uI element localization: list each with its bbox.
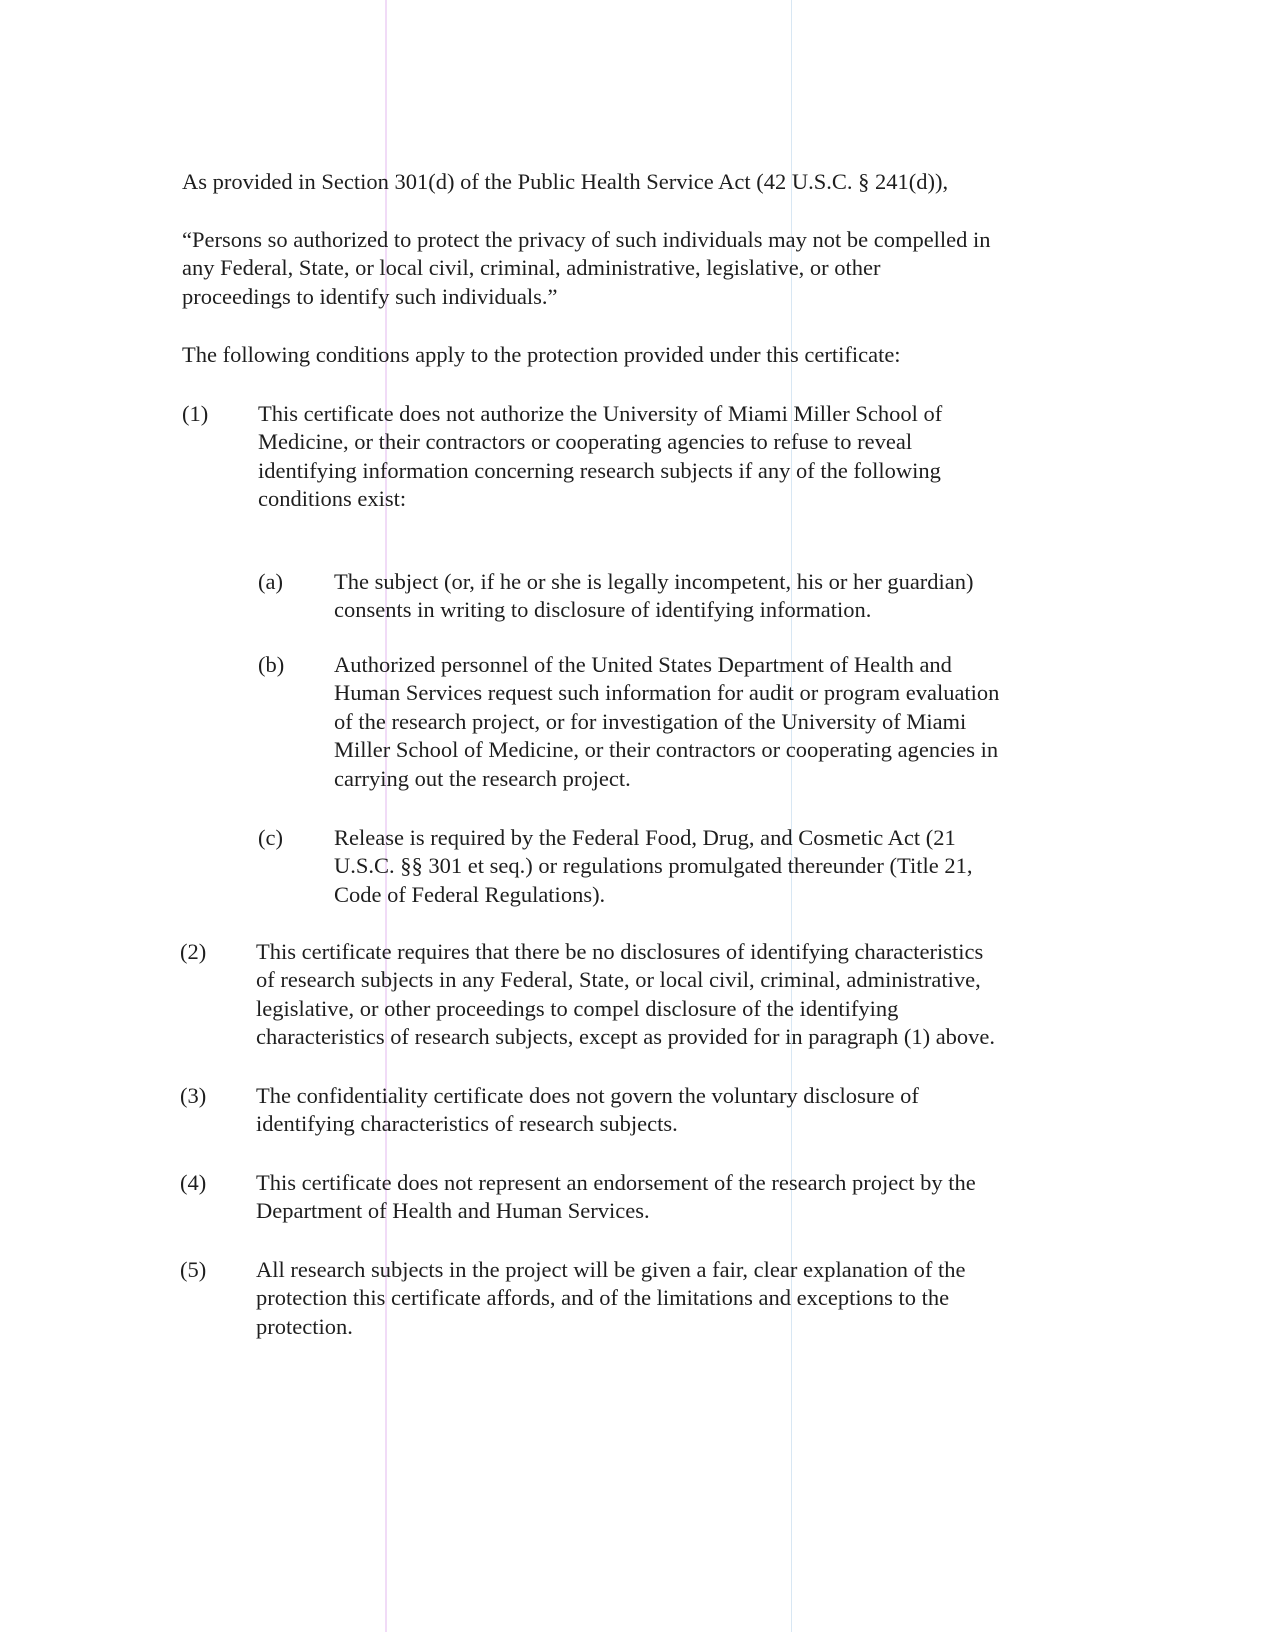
text-line: The following conditions apply to the protection provided under this certificate: bbox=[182, 342, 901, 367]
text-line: “Persons so authorized to protect the privacy of such individuals may not be compelled in bbox=[182, 227, 991, 252]
text-line: protection. bbox=[256, 1313, 353, 1339]
text-line: As provided in Section 301(d) of the Public Health Service Act (42 U.S.C. § 241(d)), bbox=[182, 169, 949, 194]
text-line: characteristics of research subjects, except as provided for in paragraph (1) above. bbox=[256, 1024, 996, 1050]
text-line: of research subjects in any Federal, State, or local civil, criminal, administrative, bbox=[256, 967, 981, 993]
item-number: (4) bbox=[180, 1170, 207, 1195]
text-line: The subject (or, if he or she is legally incompetent, his or her guardian) bbox=[334, 569, 974, 594]
item-number: (1) bbox=[182, 401, 209, 426]
text-line: This certificate does not represent an endorsement of the research project by the bbox=[256, 1170, 976, 1195]
text-line: Department of Health and Human Services. bbox=[256, 1198, 650, 1224]
text-line: The confidentiality certificate does not govern the voluntary disclosure of bbox=[256, 1083, 919, 1108]
condition-item-2 bbox=[256, 938, 995, 1052]
text-line: Release is required by the Federal Food, Drug, and Cosmetic Act (21 bbox=[334, 825, 956, 850]
condition-item-3 bbox=[256, 1082, 919, 1139]
item-number: (3) bbox=[180, 1083, 207, 1108]
item-number: (5) bbox=[180, 1257, 207, 1282]
text-line: All research subjects in the project will be given a fair, clear explanation of the bbox=[256, 1257, 966, 1282]
text-line: Human Services request such information for audit or program evaluation bbox=[334, 680, 1000, 706]
text-line: proceedings to identify such individuals.” bbox=[182, 283, 558, 309]
text-line: any Federal, State, or local civil, criminal, administrative, legislative, or other bbox=[182, 255, 881, 281]
text-line: identifying characteristics of research subjects. bbox=[256, 1111, 678, 1137]
text-line: Miller School of Medicine, or their contractors or cooperating agencies in bbox=[334, 737, 999, 763]
text-line: protection this certificate affords, and of the limitations and exceptions to the bbox=[256, 1285, 950, 1311]
text-line: carrying out the research project. bbox=[334, 765, 631, 791]
subitem-a bbox=[334, 568, 974, 625]
subitem-letter: (b) bbox=[258, 652, 285, 677]
intro-paragraph bbox=[182, 168, 948, 196]
text-line: U.S.C. §§ 301 et seq.) or regulations promulgated thereunder (Title 21, bbox=[334, 853, 973, 879]
condition-item-5 bbox=[256, 1256, 965, 1341]
subitem-letter: (a) bbox=[258, 569, 283, 594]
text-line: of the research project, or for investigation of the University of Miami bbox=[334, 708, 967, 734]
text-line: Code of Federal Regulations). bbox=[334, 881, 606, 907]
text-line: Medicine, or their contractors or cooperating agencies to refuse to reveal bbox=[258, 429, 913, 455]
item-number: (2) bbox=[180, 939, 207, 964]
quote-paragraph bbox=[182, 226, 991, 311]
subitem-c bbox=[334, 824, 972, 909]
conditions-intro bbox=[182, 341, 901, 369]
condition-item-4 bbox=[256, 1169, 976, 1226]
text-line: This certificate does not authorize the University of Miami Miller School of bbox=[258, 401, 943, 426]
condition-item-1 bbox=[258, 400, 942, 514]
text-line: conditions exist: bbox=[258, 486, 407, 512]
subitem-b bbox=[334, 651, 999, 793]
text-line: identifying information concerning research subjects if any of the following bbox=[258, 457, 941, 483]
text-line: This certificate requires that there be no disclosures of identifying characteristics bbox=[256, 939, 984, 964]
text-line: legislative, or other proceedings to compel disclosure of the identifying bbox=[256, 995, 899, 1021]
text-line: consents in writing to disclosure of identifying information. bbox=[334, 597, 872, 623]
text-line: Authorized personnel of the United States Department of Health and bbox=[334, 652, 952, 677]
subitem-letter: (c) bbox=[258, 825, 283, 850]
